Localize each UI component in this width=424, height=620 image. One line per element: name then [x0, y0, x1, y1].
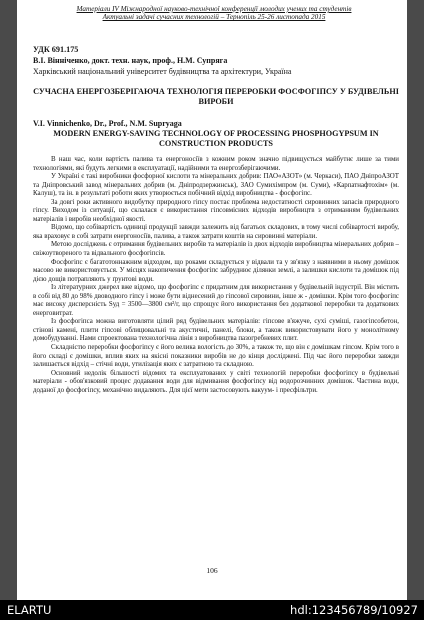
paragraph: Із літературних джерел вже відомо, що фосфогіпс є придатним для використання у будівельній індустрії. Він містить в собі від 80 до 98% двоводного гіпсу і може бути віднесений до гіпсової сировини, інше ж - домішки. Крім того фосфогіпс має високу дисперсність Sуд = 3500—3800 см²/г, що спрощує його використання без додаткової переробки та додаткових енерговитрат.	[33, 284, 399, 317]
title-english: MODERN ENERGY-SAVING TECHNOLOGY OF PROCESSING PHOSPHOGYPSUM IN CONSTRUCTION PRODUCTS	[53, 129, 379, 148]
paragraph: Фосфогіпс є багатотоннажним відходом, що роками складується у відвали та у зв'язку з наявними в ньому домішок масово не використовується. У місцях накопичення фосфогіпс забруднює ділянки землі, а залишки кислоти та домішок під дією дощів потрапляють у ґрунтові води.	[33, 258, 399, 283]
paragraph: Відомо, що собівартість одиниці продукції завжди залежить від багатьох складових, в тому числі собівартості виробу, яка враховує в собі затрати енергоносіїв, палива, а також затрати коштів на сировинні матеріали.	[33, 224, 399, 240]
body-text	[33, 156, 399, 395]
page-number: 106	[206, 566, 218, 575]
udk-code: УДК 691.175	[33, 45, 79, 54]
paragraph: Основний недолік більшості відомих та експлуатованих у світі технологій переробки фосфогіпсу в будівельні матеріали - обов'язковий процес додавання води для відмивання фосфогіпсу від водорозчинних домішок. Частина води, доданої до фосфогіпсу, механічно видаляють. Для цієї мети застосовують вакуум- і пресфільтри.	[33, 369, 399, 394]
header-line-1: Матеріали IV Міжнародної науково-технічної конференції молодих учених та студентів	[76, 5, 352, 13]
paragraph: В наш час, коли вартість палива та енергоносіїв з кожним роком значно підвищується майбутнє лише за тими технологіями, які будуть легкими в експлуатації, надійними та енергозберігаючими.	[33, 156, 399, 172]
conference-header	[33, 5, 395, 22]
header-line-2: Актуальні задачі сучасних технологій – Тернопіль 25-26 листопада 2015	[102, 13, 326, 22]
document-page	[17, 0, 407, 600]
paragraph: У Україні є такі виробники фосфорної кислоти та мінеральних добрив: ПАО«АЗОТ» (м. Черкаси), ПАО ДніпроАЗОТ та Дніпровський завод мінеральних добрив (м. Дніпродзержинськ), ЗАО Сумихімпром (м. Суми), «Карпатнафтохім» (м. Калуш), та ін. в результаті роботи яких утворюється побічний відхід виробництва - фосфогіпс.	[33, 173, 399, 198]
affiliation: Харківський національний університет будівництва та архітектури, Україна	[33, 67, 292, 76]
paragraph: Із фосфогіпса можна виготовляти цілий ряд будівельних матеріалів: гіпсове в'яжуче, сухі суміші, газогіпсобетон, стінові камені, плити гіпсові облицювальні та акустичні, панелі, блоки, а також використовувати його у монолітному домобудуванні. Нами спроектована технологічна лінія з виробництва пазогребневих плит.	[33, 318, 399, 343]
paragraph: За довгі роки активного видобутку природного гіпсу постає проблема недостатності сировинних запасів природного гіпсу. Виходом із ситуації, що склалася є використання гіпсовмісних відходів виробництв з отриманням будівельних матеріалів і виробів необхідної якості.	[33, 198, 399, 223]
paragraph: Складністю переробки фосфогіпсу є його велика вологість до 30%, а також те, що він є домішкам гіпсом. Крім того в його складі є домішки, вплив яких на якісні показники виробів не до кінця досліджені. Під час його переробки завжди залишається відхід – стічні води, утилізація яких є затратною та складною.	[33, 344, 399, 369]
authors-english: V.I. Vinnichenko, Dr., Prof., N.M. Supryaga	[33, 119, 182, 128]
authors-ukrainian: В.І. Вінніченко, докт. техн. наук, проф., Н.М. Супряга	[33, 56, 228, 65]
repository-footer-bar	[0, 600, 424, 620]
handle-identifier: hdl:123456789/10927	[290, 603, 418, 617]
paragraph: Метою досліджень є отримання будівельних виробів та матеріалів із двох відходів виробництва мінеральних добрив – свіжоутвореного та відвального фосфогіпсів.	[33, 241, 399, 258]
repository-name: ELARTU	[7, 603, 52, 617]
title-ukrainian: СУЧАСНА ЕНЕРГОЗБЕРІГАЮЧА ТЕХНОЛОГІЯ ПЕРЕРОБКИ ФОСФОГІПСУ У БУДІВЕЛЬНІ ВИРОБИ	[33, 87, 399, 106]
